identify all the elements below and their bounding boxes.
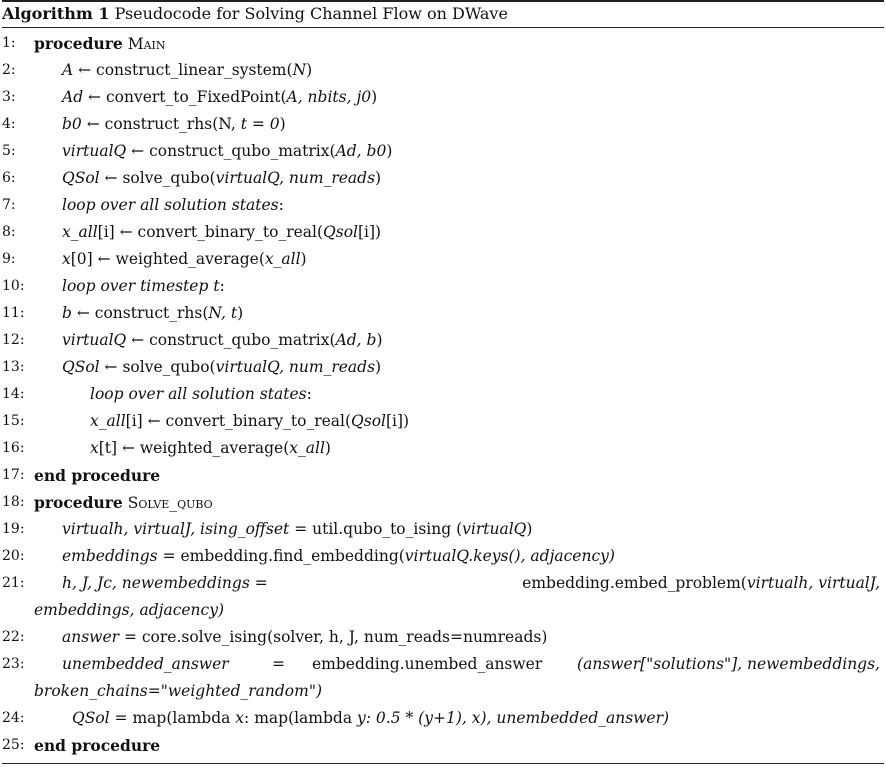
line-text-segment: = util.qubo_to_ising ( (289, 520, 463, 538)
line-text-segment: answer (62, 628, 120, 646)
line-text-segment: loop over all solution states (90, 385, 307, 403)
code-line (90, 385, 312, 403)
line-text-segment: Qsol (351, 412, 386, 430)
line-text-segment: ) (375, 169, 382, 187)
code-line (72, 709, 669, 727)
line-text-segment: ) (376, 331, 383, 349)
code-line (62, 277, 225, 295)
line-text-segment: = (272, 655, 285, 673)
line-text-segment: Solve_qubo (127, 494, 213, 512)
code-line (62, 169, 381, 187)
line-text-segment: ← construct_rhs(N, (81, 115, 241, 133)
code-line-call (312, 655, 542, 673)
code-line (62, 223, 381, 241)
line-number: 3: (2, 89, 16, 105)
line-text-segment: embedding.embed_problem( (522, 574, 747, 592)
line-text-segment: Main (127, 35, 166, 53)
line-number: 10: (2, 278, 25, 294)
line-text-segment: procedure (34, 493, 123, 512)
line-text-segment: : (278, 196, 284, 214)
line-text-segment: (answer["solutions"], newembeddings, (577, 655, 880, 673)
line-number: 6: (2, 170, 16, 186)
code-line-right (577, 655, 880, 673)
line-text-segment: x_all (289, 439, 325, 457)
line-text-segment: [i] ← convert_binary_to_real( (97, 223, 324, 241)
line-number: 15: (2, 413, 25, 429)
code-line (34, 736, 160, 755)
bottom-rule (2, 763, 884, 764)
line-number: 1: (2, 35, 16, 51)
code-line (62, 574, 268, 592)
algorithm-title: Pseudocode for Solving Channel Flow on DWave (114, 4, 508, 23)
code-line (62, 115, 286, 133)
code-line-equals (272, 655, 285, 673)
caption-rule (2, 27, 884, 28)
line-text-segment: ) (306, 61, 313, 79)
line-number: 18: (2, 494, 25, 510)
top-rule (2, 0, 884, 2)
line-text-segment: virtualQ, num_reads (215, 169, 376, 187)
code-line (62, 304, 243, 322)
line-number: 8: (2, 224, 16, 240)
line-text-segment: end procedure (34, 466, 161, 485)
line-text-segment: h, J, Jc, newembeddings = (62, 574, 268, 592)
line-text-segment: t = 0 (240, 115, 280, 133)
line-number: 23: (2, 656, 25, 672)
line-text-segment: ← construct_rhs( (71, 304, 209, 322)
line-text-segment: ← solve_qubo( (99, 169, 216, 187)
line-text-segment: [0] ← weighted_average( (70, 250, 265, 268)
line-number: 24: (2, 710, 25, 726)
line-text-segment: = map(lambda (109, 709, 236, 727)
line-text-segment: Qsol (323, 223, 358, 241)
code-line-continuation (34, 682, 322, 700)
line-text-segment: ) (237, 304, 244, 322)
line-number: 13: (2, 359, 25, 375)
line-text-segment: virtualh, virtualJ, (746, 574, 880, 592)
line-text-segment: ) (371, 88, 378, 106)
line-number: 9: (2, 251, 16, 267)
code-line (62, 142, 392, 160)
line-text-segment: x (90, 439, 99, 457)
line-number: 17: (2, 467, 25, 483)
line-text-segment: ) (300, 250, 307, 268)
line-number: 16: (2, 440, 25, 456)
line-text-segment: [i]) (357, 223, 382, 241)
line-text-segment: b0 (62, 115, 82, 133)
line-text-segment: end procedure (34, 736, 161, 755)
line-text-segment: virtualQ.keys(), adjacency) (404, 547, 615, 565)
line-text-segment: ) (386, 142, 393, 160)
line-text-segment: = embedding.find_embedding( (157, 547, 405, 565)
line-text-segment: Ad (62, 88, 84, 106)
code-line (62, 88, 377, 106)
line-text-segment: ← construct_qubo_matrix( (126, 142, 336, 160)
line-text-segment: A, nbits, j0 (286, 88, 372, 106)
code-line (62, 628, 547, 646)
line-text-segment: ) (324, 439, 331, 457)
algorithm-label: Algorithm 1 (2, 4, 110, 23)
line-text-segment: = core.solve_ising(solver, h, J, num_reads=numreads) (119, 628, 548, 646)
line-text-segment: x (62, 250, 71, 268)
line-text-segment: virtualQ (62, 142, 127, 160)
line-text-segment: virtualQ (62, 331, 127, 349)
line-text-segment: virtualh, virtualJ, ising_offset (62, 520, 290, 538)
line-text-segment: loop over timestep t (62, 277, 220, 295)
line-text-segment: : (219, 277, 225, 295)
code-line (62, 655, 229, 673)
code-line-right (522, 574, 880, 592)
code-line (62, 250, 307, 268)
line-number: 25: (2, 737, 25, 753)
line-text-segment: virtualQ (462, 520, 527, 538)
line-text-segment: ) (526, 520, 533, 538)
line-text-segment: b (62, 304, 72, 322)
code-line (34, 466, 160, 485)
line-text-segment: embeddings (62, 547, 158, 565)
code-line (62, 358, 381, 376)
line-text-segment: QSol (62, 358, 100, 376)
line-number: 5: (2, 143, 16, 159)
line-text-segment: : map(lambda (244, 709, 358, 727)
line-number: 7: (2, 197, 16, 213)
line-number: 14: (2, 386, 25, 402)
line-number: 2: (2, 62, 16, 78)
code-line (62, 520, 532, 538)
code-line (90, 412, 409, 430)
line-text-segment: x (235, 709, 245, 727)
line-text-segment: QSol (62, 169, 100, 187)
line-text-segment: Ad, b (335, 331, 377, 349)
line-text-segment: embeddings, adjacency) (34, 601, 225, 619)
line-text-segment: y: 0.5 * (y+1), x), unembedded_answer) (357, 709, 670, 727)
line-text-segment: x_all (62, 223, 98, 241)
line-text-segment: A (62, 61, 74, 79)
line-text-segment: unembedded_answer (62, 655, 229, 673)
line-number: 22: (2, 629, 25, 645)
line-text-segment: N, t (208, 304, 238, 322)
code-line (62, 196, 284, 214)
code-line (62, 547, 615, 565)
code-line (34, 493, 213, 512)
line-text-segment: ← construct_linear_system( (73, 61, 293, 79)
line-text-segment: ← solve_qubo( (99, 358, 216, 376)
line-number: 20: (2, 548, 25, 564)
line-text-segment: virtualQ, num_reads (215, 358, 376, 376)
line-number: 21: (2, 575, 25, 591)
line-number: 11: (2, 305, 25, 321)
line-text-segment: embedding.unembed_answer (312, 655, 543, 673)
line-text-segment: [t] ← weighted_average( (98, 439, 290, 457)
line-text-segment: broken_chains="weighted_random") (34, 682, 323, 700)
line-text-segment: ← convert_to_FixedPoint( (83, 88, 287, 106)
line-text-segment: [i]) (385, 412, 410, 430)
line-text-segment: x_all (264, 250, 301, 268)
line-text-segment: : (306, 385, 312, 403)
line-text-segment: [i] ← convert_binary_to_real( (125, 412, 352, 430)
algorithm-caption (2, 4, 508, 23)
line-text-segment: QSol (72, 709, 110, 727)
line-number: 12: (2, 332, 25, 348)
code-line (90, 439, 331, 457)
line-text-segment: loop over all solution states (62, 196, 279, 214)
line-text-segment: procedure (34, 34, 123, 53)
line-text-segment: N (292, 61, 307, 79)
line-text-segment: ) (375, 358, 382, 376)
code-line (62, 331, 383, 349)
line-text-segment: ← construct_qubo_matrix( (126, 331, 336, 349)
line-text-segment: ) (279, 115, 286, 133)
code-line (62, 61, 312, 79)
code-line (34, 34, 166, 53)
line-text-segment: Ad, b0 (335, 142, 387, 160)
line-number: 19: (2, 521, 25, 537)
line-text-segment: x_all (90, 412, 126, 430)
code-line-continuation (34, 601, 224, 619)
line-number: 4: (2, 116, 16, 132)
